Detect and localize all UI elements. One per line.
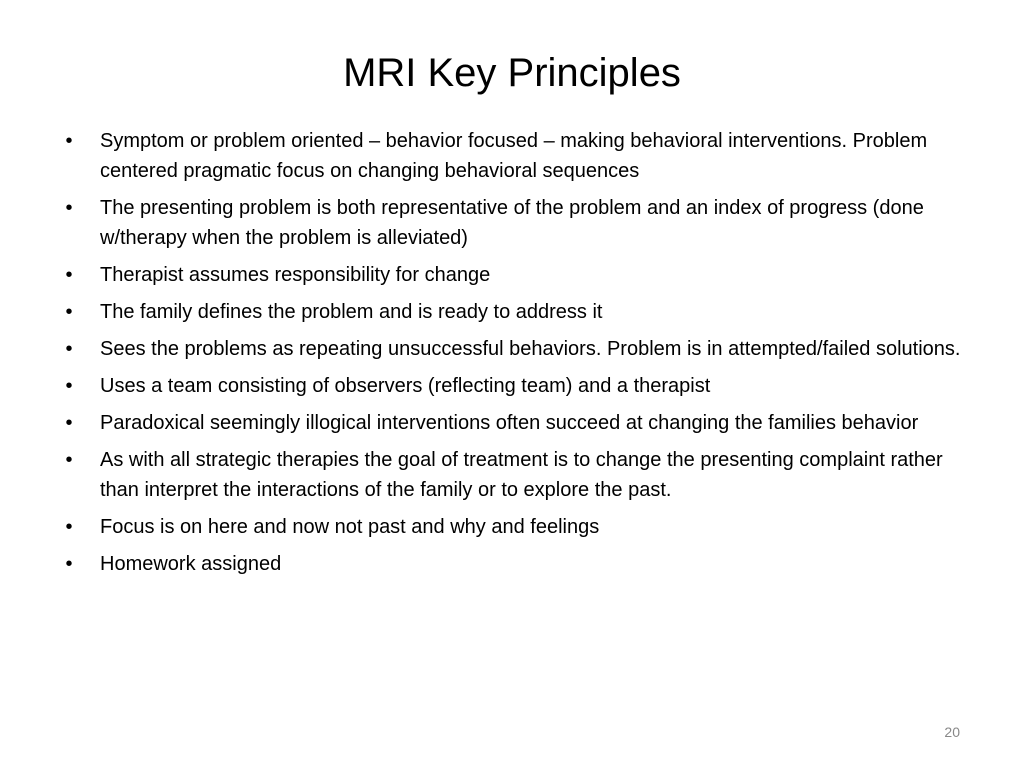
bullet-icon: • <box>65 516 73 538</box>
bullet-item <box>65 260 970 290</box>
bullet-item <box>65 445 970 505</box>
bullet-icon: • <box>65 301 73 323</box>
bullet-text: Paradoxical seemingly illogical interventions often succeed at changing the families behavior <box>100 412 919 434</box>
bullet-text: Uses a team consisting of observers (reflecting team) and a therapist <box>100 375 711 397</box>
bullet-icon: • <box>65 197 73 219</box>
bullet-text: Focus is on here and now not past and why and feelings <box>100 516 600 538</box>
bullet-item <box>65 297 970 327</box>
page-number: 20 <box>944 724 960 740</box>
bullet-text: Symptom or problem oriented – behavior focused – making behavioral interventions. Problem centered pragmatic focus on changing behavioral sequences <box>100 130 928 182</box>
bullet-icon: • <box>65 449 73 471</box>
bullet-icon: • <box>65 264 73 286</box>
bullet-icon: • <box>65 338 73 360</box>
bullet-text: The presenting problem is both representative of the problem and an index of progress (done w/therapy when the problem is alleviated) <box>100 197 924 249</box>
slide-title: MRI Key Principles <box>343 51 681 95</box>
bullet-text: Sees the problems as repeating unsuccessful behaviors. Problem is in attempted/failed solutions. <box>100 338 961 360</box>
bullet-item <box>65 334 970 364</box>
bullet-text: Therapist assumes responsibility for change <box>100 264 491 286</box>
bullet-text: The family defines the problem and is ready to address it <box>100 301 603 323</box>
bullet-list <box>65 126 970 586</box>
bullet-item <box>65 512 970 542</box>
bullet-item <box>65 193 970 253</box>
bullet-icon: • <box>65 130 73 152</box>
bullet-text: As with all strategic therapies the goal of treatment is to change the presenting complaint rather than interpret the interactions of the family or to explore the past. <box>100 449 943 501</box>
bullet-text: Homework assigned <box>100 553 282 575</box>
bullet-item <box>65 371 970 401</box>
bullet-icon: • <box>65 412 73 434</box>
bullet-icon: • <box>65 553 73 575</box>
bullet-icon: • <box>65 375 73 397</box>
bullet-item <box>65 408 970 438</box>
bullet-item <box>65 126 970 186</box>
bullet-item <box>65 549 970 579</box>
